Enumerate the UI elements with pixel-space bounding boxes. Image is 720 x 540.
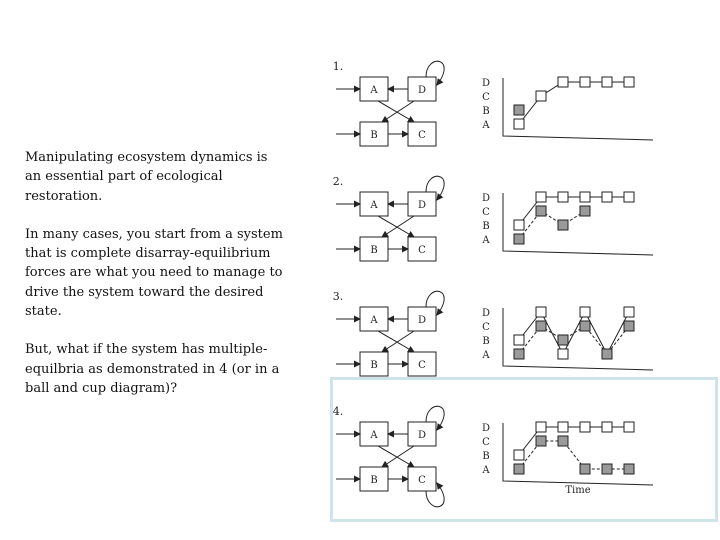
filled-state-marker [536,436,546,446]
state-label-a: A [482,350,490,361]
state-label-d: D [481,193,491,204]
filled-state-marker [536,321,546,331]
open-state-marker [580,77,590,87]
state-label-b: B [482,106,490,117]
open-state-marker [624,307,634,317]
open-state-marker [514,335,524,345]
open-state-marker [558,349,568,359]
state-label-a: A [482,235,490,246]
node-a-label: A [370,200,378,211]
filled-state-marker [580,321,590,331]
node-b-label: B [370,360,378,371]
open-state-marker [514,450,524,460]
state-label-b: B [482,451,490,462]
filled-state-marker [580,464,590,474]
state-label-a: A [482,465,490,476]
panel-number: 1. [332,60,344,73]
filled-state-marker [602,464,612,474]
open-state-marker [536,192,546,202]
state-label-c: C [482,207,490,218]
ecosystem-dynamics-figure [318,40,660,524]
node-c-label: C [418,245,426,256]
open-state-marker [536,307,546,317]
filled-state-marker [514,464,524,474]
filled-state-marker [514,105,524,115]
panel-number: 4. [332,405,344,418]
panel-3 [333,290,653,376]
open-state-marker [580,307,590,317]
state-label-d: D [481,308,491,319]
panel-number: 3. [332,290,344,303]
paragraph-question: But, what if the system has multiple-equilbria as demonstrated in 4 (or in a ball and cup diagram)? [25,342,280,396]
node-d-label: D [417,200,427,211]
node-c-label: C [418,475,426,486]
panel-4 [333,405,653,507]
filled-state-marker [558,220,568,230]
state-label-b: B [482,336,490,347]
open-state-marker [624,77,634,87]
filled-state-marker [602,349,612,359]
open-state-marker [602,77,612,87]
node-c-label: C [418,130,426,141]
filled-state-marker [514,349,524,359]
filled-state-marker [580,206,590,216]
state-label-d: D [481,423,491,434]
filled-state-marker [558,436,568,446]
node-c-label: C [418,360,426,371]
filled-state-marker [624,464,634,474]
state-label-a: A [482,120,490,131]
state-label-c: C [482,322,490,333]
open-state-marker [580,422,590,432]
open-state-marker [624,192,634,202]
description-text [25,148,287,417]
node-b-label: B [370,475,378,486]
node-d-label: D [417,85,427,96]
open-state-marker [514,119,524,129]
state-label-c: C [482,437,490,448]
series-line-2 [519,211,585,239]
state-label-d: D [481,78,491,89]
open-state-marker [624,422,634,432]
node-a-label: A [370,85,378,96]
node-a-label: A [370,430,378,441]
open-state-marker [602,192,612,202]
series-line-1 [519,82,629,124]
state-label-c: C [482,92,490,103]
paragraph-disarray: In many cases, you start from a system that is complete disarray-equilibrium forces are what you need to manage to drive the system toward the desired state. [25,226,283,320]
filled-state-marker [514,234,524,244]
node-d-label: D [417,430,427,441]
state-label-b: B [482,221,490,232]
node-b-label: B [370,130,378,141]
filled-state-marker [558,335,568,345]
open-state-marker [580,192,590,202]
open-state-marker [558,77,568,87]
open-state-marker [536,422,546,432]
open-state-marker [558,192,568,202]
open-state-marker [536,91,546,101]
panel-1 [333,60,653,146]
open-state-marker [558,422,568,432]
paragraph-intro: Manipulating ecosystem dynamics is an essential part of ecological restoration. [25,150,268,204]
open-state-marker [602,422,612,432]
panel-2 [333,175,653,261]
filled-state-marker [624,321,634,331]
node-a-label: A [370,315,378,326]
node-b-label: B [370,245,378,256]
filled-state-marker [536,206,546,216]
node-d-label: D [417,315,427,326]
open-state-marker [514,220,524,230]
panel-number: 2. [332,175,344,188]
xaxis-label-time: Time [565,485,591,496]
